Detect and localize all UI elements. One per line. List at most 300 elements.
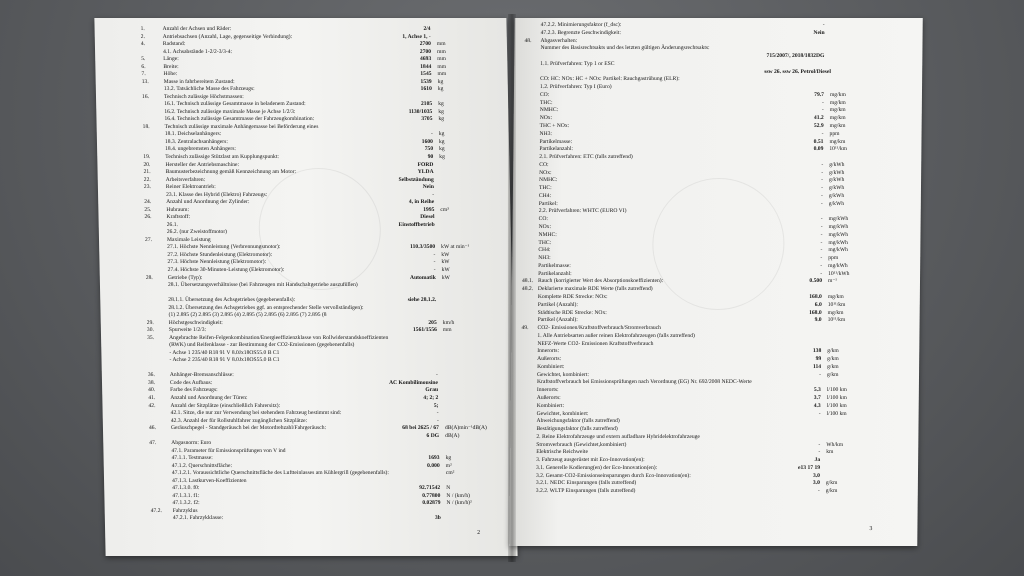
row-unit: kg [439,146,445,153]
row-label: 2. Reine Elektrofahrzeuge und extern aufladbare Hybridelektrofahrzeuge [536,433,700,440]
row-value: 1995 [423,206,435,213]
row-unit: kg [445,455,452,462]
row-unit: g/kWh [828,185,845,192]
row-label: Stromverbrauch (Gewichtet,kombiniert) [536,441,627,448]
row-label: Anzahl der Sitzplätze (einschließlich Fahrersitz): [170,402,281,409]
row-number: 4. [140,41,146,48]
row-number: 6. [141,63,146,70]
row-unit: N / (km/h) [446,492,471,499]
row-label: Hubraum: [166,206,190,213]
row-label: Abweichungsfaktor (falls zutreffend) [536,418,620,425]
row-unit: l/100 km [826,402,847,409]
row-label: Partikelmasse: [539,138,573,145]
row-number: 19. [143,154,151,160]
row-label: Gewichtet, kombiniert: [536,410,589,417]
row-label: Deklarierte maximale RDE Werte (falls zutreffend) [537,286,653,293]
row-label: Maximale Leistung [166,236,211,243]
row-label: 42.1. Sitze, die nur zur Verwendung bei stehendem Fahrzeug bestimmt sind: [170,410,342,417]
row-label: THC + NOx: [539,123,570,130]
row-value: 0.02879 [422,500,441,507]
row-label: CO: [539,91,550,98]
row-label: NMHC: [539,107,559,114]
row-value: - [821,107,824,114]
right-page-rows [509,18,923,546]
row-unit: g/kWh [829,169,845,176]
row-unit: mg/km [827,309,844,316]
row-label: Getriebe (Typ): [167,274,203,281]
row-label: THC: [538,239,552,246]
row-number: 29. [146,319,154,326]
row-label: Code des Aufbaus: [169,379,213,386]
row-label: CO: [538,216,549,223]
row-number: 36. [147,372,155,379]
row-value: 5; [433,402,439,409]
row-label: 47.2.1. Fahrzykklasse: [172,515,224,522]
row-value: Ja [814,457,821,464]
document-page-right [509,18,923,546]
row-value: - [820,216,823,223]
row-value: Diesel [420,214,435,221]
row-value: - [432,191,435,198]
row-label: 47.1.1. Testmasse: [171,455,213,462]
row-number: 24. [144,199,152,206]
row-value: 1, Achse 1, - [402,33,431,40]
row-value: - [820,270,823,277]
row-unit: mg/kWh [828,216,849,223]
row-value: - [822,22,825,28]
row-unit: kW [441,274,450,281]
row-label: - Achse 2 235/40 R18 91 V 8.0Jx18OS55.0 B C1 [169,357,280,364]
row-value: Automatik [409,274,436,281]
row-value: - [820,200,823,207]
row-label: Gewichtet, kombiniert: [536,371,589,378]
row-unit: mg/km [829,138,846,145]
row-label: Anzahl der Achsen und Räder: [162,26,232,32]
row-value: 1610 [420,86,432,93]
row-unit: m² [445,462,452,469]
row-unit: mg/kWh [828,239,849,246]
row-unit: mg/km [829,107,846,114]
row-label: Partikel: [538,200,558,207]
row-number: 16. [141,93,150,100]
row-label: Masse in fahrbereitem Zustand: [163,78,235,85]
row-value: - [821,177,824,184]
row-value: - [820,192,823,199]
row-label: 18.3. Zentralachsanhängers: [164,138,228,145]
row-number: 20. [143,161,151,168]
row-unit: kg [439,154,445,160]
row-number: 2. [140,33,146,40]
row-label: Abgasverhalten: [540,37,578,44]
row-value: Selbstzündung [398,176,434,183]
row-label: NMHC: [539,177,558,184]
row-number: 47.2. [150,507,162,514]
row-label: 28.1.1. Übersetzung des Achsgetriebes (gegebenenfalls): [168,297,296,304]
row-label: 16.1. Technisch zulässige Gesamtmasse in beladenem Zustand: [164,101,306,108]
row-value: 1693 [428,455,440,462]
row-unit: kW [441,251,450,258]
row-label: 42.3. Anzahl der für Rollstuhlfahrer zugänglichen Sitzplätze: [170,417,308,424]
row-label: Partikelanzahl: [538,270,572,277]
row-value: 68 bei 2625 / 67 [402,425,440,432]
row-value: YLDA [417,169,434,176]
row-unit: mg/km [829,115,846,122]
row-value: - [433,251,436,258]
row-label: 47.1.3.0. f0: [172,485,200,492]
row-unit: km/h [442,319,455,326]
row-label: Reiner Elektroantrieb: [165,184,216,191]
row-value: 750 [424,146,434,153]
document-page-left [94,18,517,556]
row-label: 3. Fahrzeug ausgerüstet mit Eco-Innovation(en): [536,457,645,464]
row-value: 1130/1035 [408,108,433,115]
row-label: 16.2. Technisch zulässige maximale Masse je Achse 1/2/3: [164,108,296,115]
row-label: CO2- Emissionen/Kraftstoffverbrauch/Stromverbrauch [537,325,661,332]
row-value: 4; 2; 2 [423,394,439,401]
row-unit: kg [438,116,445,123]
row-label: 28.1. Übersetzungsverhältnisse (bei Fahrzeugen mit Handschaltgetriebe auszufüllen) [167,282,358,289]
row-label: NOx: [538,224,552,231]
row-number: 30. [146,327,154,334]
row-unit: 10¹¹/km [827,301,846,308]
row-unit: cm³ [440,206,449,213]
row-label: Radstand: [162,41,186,48]
row-label: 28.1.2. Übersetzung des Achsgetriebes ggf. an entsprechender Stelle vervollständigen): [168,304,364,311]
row-label: NEFZ-Werte CO2- Emissionen Kraftstoffverbrauch [537,340,654,347]
row-unit: l/100 km [826,410,847,417]
row-label: Innerorts: [537,348,560,355]
row-unit: Wh/km [826,441,844,448]
row-value: 0.09 [813,146,824,153]
row-value: 715/2007/, 2018/1832DG [766,53,825,60]
row-label: CH4: [538,247,551,254]
row-unit: g/km [826,371,839,378]
row-number: 23. [143,184,151,191]
row-value: siehe 28.1.2. [407,297,437,304]
row-value: AC Kombilimousine [388,379,439,386]
row-unit: g/kWh [829,177,845,184]
row-value: - [435,372,438,379]
row-label: Fahrzyklus [172,507,198,514]
row-unit: N / (km/h)² [446,500,472,507]
row-label: 47.2.2. Minimierungsfaktor (f_dsc): [540,22,622,28]
row-label: Elektrische Reichweite [536,449,588,456]
row-unit: kg [438,108,444,115]
row-label: Anzahl und Anordnung der Zylinder: [166,199,250,206]
left-page-rows [94,18,517,556]
row-label: NOx: [539,169,552,176]
row-unit: m⁻¹ [827,278,838,285]
row-value: 0.500 [809,278,823,285]
row-label: 27.1. Höchste Nennleistung (Verbrennungsmotor): [167,244,281,251]
row-value: - [821,169,824,176]
row-label: Abgasnorm: Euro [171,440,212,447]
row-number: 38. [147,379,156,386]
row-value: - [820,247,823,254]
row-label: 47.1.2.1. Voraussichtliche Querschnittsfläche des Luftteinlasses am Kühlergrill (gegebenenfalls): [171,470,389,477]
row-unit: dB(A) [445,432,460,439]
row-value: 3b [434,515,441,522]
row-value: - [819,371,822,378]
row-unit: kg [438,101,444,108]
row-label: Partikel (Anzahl): [537,301,579,308]
row-label: 47.1.3.1. f1: [172,492,200,499]
row-unit: kg [438,138,445,145]
row-label: Geräuschpegel - Standgeräusch bei der Motordrehzahl/Fahrgeräusch: [170,425,327,432]
row-label: Außerorts: [537,356,562,363]
row-value: 2/4 [423,26,431,32]
row-value: 1561/1556 [412,327,437,334]
row-value: Nein [422,184,434,191]
row-value: 90 [427,154,434,160]
row-unit: mg/km [829,91,846,98]
row-value: - [821,161,824,168]
row-unit: kg [437,86,444,93]
row-value: 138 [812,348,822,355]
row-unit: mg/kWh [828,262,848,269]
row-label: 1.1. Prüfverfahren: Typ 1 or ESC [540,60,615,67]
row-value: 52.9 [813,123,824,130]
row-value: - [820,239,823,246]
row-value: 6.0 [814,301,822,308]
row-label: 4.1. Achsabstände 1-2/2-3/3-4: [163,48,233,55]
row-unit: cm² [445,470,455,477]
row-label: 27.2. Höchste Stundenleistung (Elektromotor): [167,251,273,258]
row-label: 18.1. Deichselanhängers: [164,131,222,138]
row-number: 7. [141,71,146,78]
row-value: 1539 [420,78,432,85]
row-label: 3.1. Generelle Kodierung(en) der Eco-Innovation(en): [536,464,658,471]
row-value: 92.71542 [419,485,441,492]
row-label: 3.2.2. WLTP Einsparungen (falls zutreffend) [535,488,636,495]
row-value: 3.7 [813,394,821,401]
row-value: 114 [812,363,822,370]
row-value: FORD [417,161,434,168]
row-unit: 10¹¹/km [829,146,848,153]
row-unit: kg [437,78,444,85]
row-value: 6 DG [426,432,440,439]
row-label: Partikelanzahl: [539,146,573,153]
row-label: Antriebsachsen (Anzahl, Lage, gegenseitige Verbindung): [162,33,293,40]
row-label: Nummer des Basisrechtsakts und des letzten gültigen Änderungsrechtsakts: [540,45,710,52]
row-value: 3705 [421,116,433,123]
row-unit: g/km [827,348,839,355]
row-label: 1.2. Prüfverfahren: Typ I (Euro) [540,84,612,91]
row-number: 18. [142,123,150,130]
row-label: 13.2. Tatsächliche Masse des Fahrzeugs: [163,86,255,93]
row-number: 26. [144,214,152,221]
row-value: - [433,259,436,266]
row-value: 2700 [419,48,432,55]
row-value: Einstoffbetrieb [398,221,435,228]
row-value: 4693 [419,56,432,63]
row-unit: ppm [829,130,840,137]
row-label: Technisch zulässige Stützlast am Kupplungspunkt: [165,154,279,160]
row-label: Partikelmasse: [538,262,571,269]
row-value: 79.7 [814,91,824,98]
row-label: Angebrachte Reifen-Felgenkombination/Energieeffizienzklasse von Rollwiderstandskoeffizienten [168,334,389,341]
row-number: 25. [144,206,152,213]
row-label: Hersteller der Antriebsmaschine: [165,161,240,168]
row-value: - [436,417,439,424]
row-label: Außerorts: [536,394,561,401]
row-label: 16.4. Technisch zulässige Gesamtmasse der Fahrzeugkombination: [164,116,315,123]
row-label: Komplette RDE Strecke: NOx: [537,293,608,300]
row-label: 47.1. Parameter für Emissionsprüfungen von V ind [171,447,286,454]
row-label: CO: [539,161,549,168]
row-number: 27. [144,236,153,243]
row-label: Innerorts: [536,387,559,394]
row-unit: g/km [827,356,839,363]
row-value: Nein [813,29,825,36]
row-label: Baumusterbezeichnung gemäß Kennzeichnung am Motor: [165,169,297,176]
row-value: 205 [428,319,437,326]
row-number: 22. [143,176,151,183]
row-value: 2105 [420,101,433,108]
row-number: 13. [141,78,149,85]
row-number: 21. [143,169,151,176]
row-number: 40. [148,387,156,394]
row-value: 3.0 [812,480,820,487]
row-label: 27.3. Höchste Nennleistung (Elektromotor): [167,259,267,266]
row-number: 48.1. [521,278,534,285]
row-unit: ppm [828,255,839,262]
row-value: 0.51 [813,138,824,145]
row-unit: 10¹¹/km [827,317,846,324]
row-unit: g/km [825,480,838,487]
row-label: Technisch zulässige Höchstmassen: [163,93,244,100]
row-value: - [436,410,439,417]
row-value: - [430,131,433,138]
row-label: Farbe des Fahrzeugs: [170,387,218,394]
row-number: 28. [145,274,153,281]
row-value: 1545 [420,71,432,78]
row-value: 5.3 [813,387,821,394]
row-label: Anhänger-Bremsanschlüsse: [169,372,234,379]
row-label: Städtische RDE Strecke: NOx: [537,309,607,316]
row-label: THC: [538,185,552,192]
row-value: 4, in Reihe [408,199,435,206]
row-value: - [818,410,821,417]
row-value: 1600 [421,138,434,145]
row-unit: g/kWh [828,200,845,207]
row-unit: g/kWh [829,161,845,168]
row-value: - [821,130,824,137]
row-value: ssw 26. ssw 26. Petrol/Diesel [764,68,831,75]
row-label: 26.2. (nur Zweistoffmotor) [166,229,228,236]
row-label: Höchstgeschwindigkeit: [168,319,223,326]
page-fold [508,14,516,562]
row-label: 23.1. Klasse des Hybrid (Elektro) Fahrzeugs: [166,191,268,198]
row-value: 0.77800 [422,492,441,499]
row-value: 168.0 [809,309,822,316]
row-unit: mm [436,41,446,48]
row-unit: dB(A)min⁻¹dB(A) [444,425,487,432]
row-value: 168.0 [809,293,822,300]
row-label: (RWK) und Reifenklasse - zur Bestimmung der CO2-Emissionen (gegebenenfalls) [169,342,355,349]
row-label: NOx: [539,115,553,122]
row-unit: N [446,485,451,492]
row-label: Breite: [163,63,179,70]
row-label: Bestätigungsfaktor (falls zutreffend) [536,426,618,433]
row-number: 47. [149,440,157,447]
row-unit: kg [438,131,445,138]
row-value: - [820,224,823,231]
row-unit: mg/km [829,99,846,106]
row-unit: l/100 km [826,394,847,401]
row-unit: 10¹¹/kWh [828,270,850,277]
row-unit: mg/kWh [828,247,848,254]
row-label: 18.4. ungebremsten Anhängers: [165,146,237,153]
row-label: - Achse 1 235/40 R18 91 V 8.0Jx18OS55.0 B C1 [169,349,280,356]
row-label: NH3: [538,255,551,262]
row-value: - [820,255,823,262]
row-label: THC: [539,99,553,106]
row-label: Länge: [163,56,179,63]
row-value: 2700 [419,41,431,48]
row-label: NMHC: [538,231,557,238]
row-value: - [818,441,821,448]
row-label: Kombiniert: [537,363,565,370]
row-number: 49. [521,325,529,332]
row-unit: mg/km [827,293,844,300]
row-value: - [817,488,820,495]
row-label: Kraftstoffverbrauch bei Emissionsprüfungen nach Verordnung (EG) Nr. 692/2008 NEDC-Werte [536,379,752,386]
row-value: - [433,266,436,273]
row-label: 2.2. Prüfverfahren: WHTC (EURO VI) [538,208,627,215]
row-label: 2.1. Prüfverfahren: ETC (falls zutreffend) [539,154,633,161]
row-value: 41.2 [813,115,824,122]
row-value: - [820,231,823,238]
row-label: 47.2.3. Begrenzte Geschwindigkeit: [540,29,621,36]
row-number: 1. [140,26,145,32]
page-number-right: 3 [869,526,873,532]
row-value: 0.000 [427,462,440,469]
row-number: 48.2. [521,286,534,293]
row-unit: g/km [827,363,839,370]
row-unit: l/100 km [826,387,847,394]
row-value: - [821,185,824,192]
row-value: Grau [425,387,439,394]
row-label: Technisch zulässige maximale Anhängemasse bei Beförderung eines [164,123,319,130]
row-number: 35. [146,334,155,341]
page-number-left: 2 [477,530,481,536]
row-unit: g/kWh [828,192,845,199]
row-unit: kW at min⁻¹ [441,244,470,251]
row-label: NH3: [539,130,553,137]
row-number: 41. [148,394,156,401]
row-value: 110.3/3500 [410,244,436,251]
row-number: 48. [524,37,532,44]
row-unit: mm [437,56,446,63]
row-label: CH4: [538,192,552,199]
row-value: 9.0 [814,317,822,324]
row-value: e13 17 19 [797,464,821,471]
row-label: Anzahl und Anordnung der Türen: [170,394,248,401]
row-unit: mg/kWh [828,224,849,231]
row-label: Partikel (Anzahl): [537,317,578,324]
row-label: Rauch (korrigierter Wert des Absorptionskoeffizienten): [537,278,664,285]
row-label: 1. Alle Antriebsarten außer reinen Elektrofahrzeugen (falls zutreffend) [537,332,695,339]
row-label: 27.4. Höchste 30-Minuten-Leistung (Elektromotor): [167,266,285,273]
row-unit: g/km [825,488,838,495]
row-value: 1844 [420,63,432,70]
row-label: 47.1.3.2. f2: [172,500,200,507]
row-number: 42. [148,402,156,409]
row-unit: mg/kWh [828,231,849,238]
row-unit: mm [437,48,446,55]
row-label: 47.1.3. Lastkurven-Koeffizienten [171,477,247,484]
